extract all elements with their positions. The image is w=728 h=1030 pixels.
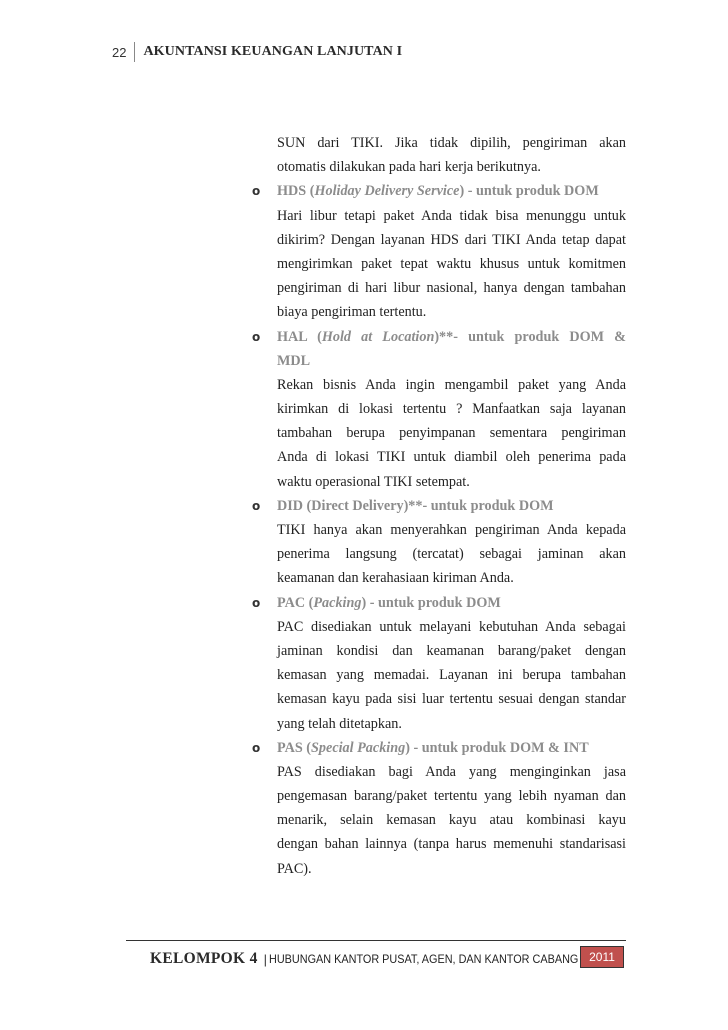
item-description-line: PAC).: [277, 860, 312, 877]
footer-rule: [126, 940, 626, 941]
item-title-text: PAS (: [277, 739, 312, 756]
item-description-line: keamanan dan kerahasiaan kiriman Anda.: [277, 570, 514, 587]
item-description-line: tambahan berupa penyimpanan sementara pengiriman: [277, 425, 626, 442]
bullet-icon: o: [252, 498, 261, 513]
paragraph-line: otomatis dilakukan pada hari kerja berikutnya.: [277, 159, 541, 176]
bullet-icon: o: [252, 329, 261, 344]
footer-chapter-title: HUBUNGAN KANTOR PUSAT, AGEN, DAN KANTOR CABANG: [269, 952, 579, 966]
document-title: AKUNTANSI KEUANGAN LANJUTAN I: [143, 44, 403, 59]
item-title-emphasis: Special Packing: [311, 739, 406, 756]
paragraph-line: SUN dari TIKI. Jika tidak dipilih, pengiriman akan: [277, 135, 626, 151]
page-footer: [150, 947, 605, 971]
item-description-line: dikirim? Dengan layanan HDS dari TIKI Anda tetap dapat: [277, 231, 626, 248]
footer-group-name: KELOMPOK 4: [150, 950, 258, 967]
list-item-title-continued: MDL: [277, 352, 311, 369]
item-description-line: penerima langsung (tercatat) sebagai jaminan akan: [277, 546, 626, 563]
item-description-line: kirimkan di lokasi tertentu ? Manfaatkan saja layanan: [277, 401, 626, 418]
item-description-line: kemasan yang memadai. Layanan ini berupa tambahan: [277, 667, 626, 684]
page-number: 22: [112, 44, 127, 60]
list-item-title: [250, 736, 626, 760]
list-item-title: [250, 179, 626, 203]
footer-separator: |: [263, 951, 268, 967]
list-item-title: [250, 494, 626, 518]
item-title-text: ) - untuk produk DOM: [459, 183, 599, 200]
item-title-text: HAL (: [277, 328, 322, 345]
bullet-icon: o: [252, 184, 261, 199]
item-title-text: ) - untuk produk DOM: [361, 594, 501, 611]
item-description-line: pengemasan barang/paket tertentu yang lebih nyaman dan: [277, 788, 626, 805]
item-description-line: yang telah ditetapkan.: [277, 715, 402, 732]
item-title-text: ) - untuk produk DOM & INT: [405, 739, 589, 756]
item-description-line: waktu operasional TIKI setempat.: [277, 473, 470, 490]
item-description-line: Anda di lokasi TIKI untuk diambil oleh penerima pada: [277, 449, 626, 466]
list-item-title: [250, 591, 626, 615]
item-description-line: dengan bahan lainnya (tanpa harus memenuhi standarisasi: [277, 836, 626, 853]
item-description-line: mengirimkan paket tepat waktu khusus untuk komitmen: [277, 255, 626, 272]
bullet-icon: o: [252, 740, 261, 755]
item-description-line: PAS disediakan bagi Anda yang menginginkan jasa: [277, 763, 626, 780]
item-title-text: HDS (: [277, 183, 315, 200]
item-description-line: biaya pengiriman tertentu.: [277, 304, 427, 321]
list-item-title: [250, 325, 626, 349]
item-description-line: pengiriman di hari libur nasional, hanya dengan tambahan: [277, 280, 626, 297]
item-title-text: PAC (: [277, 594, 314, 611]
item-description-line: TIKI hanya akan menyerahkan pengiriman Anda kepada: [277, 522, 626, 538]
item-description-line: Hari libur tetapi paket Anda tidak bisa menunggu untuk: [277, 207, 626, 224]
bullet-icon: o: [252, 595, 261, 610]
item-description-line: jaminan kondisi dan keamanan barang/paket dengan: [277, 642, 626, 659]
item-title-text: DID (Direct Delivery)**- untuk produk DOM: [277, 497, 554, 514]
item-description-line: menarik, selain kemasan kayu atau kombinasi kayu: [277, 812, 626, 829]
footer-year-badge: 2011: [580, 946, 624, 968]
item-description-line: PAC disediakan untuk melayani kebutuhan Anda sebagai: [277, 618, 626, 635]
item-description-line: kemasan kayu pada sisi luar tertentu sesuai dengan standar: [277, 691, 626, 708]
item-title-emphasis: Hold at Location: [321, 328, 435, 345]
item-title-emphasis: Packing: [313, 594, 362, 611]
page-body: [250, 131, 626, 881]
item-title-emphasis: Holiday Delivery Service: [314, 183, 460, 200]
page-header: [112, 40, 402, 64]
header-divider: [134, 42, 135, 62]
item-description-line: Rekan bisnis Anda ingin mengambil paket yang Anda: [277, 376, 626, 393]
item-title-text: )**- untuk produk DOM &: [434, 328, 626, 345]
